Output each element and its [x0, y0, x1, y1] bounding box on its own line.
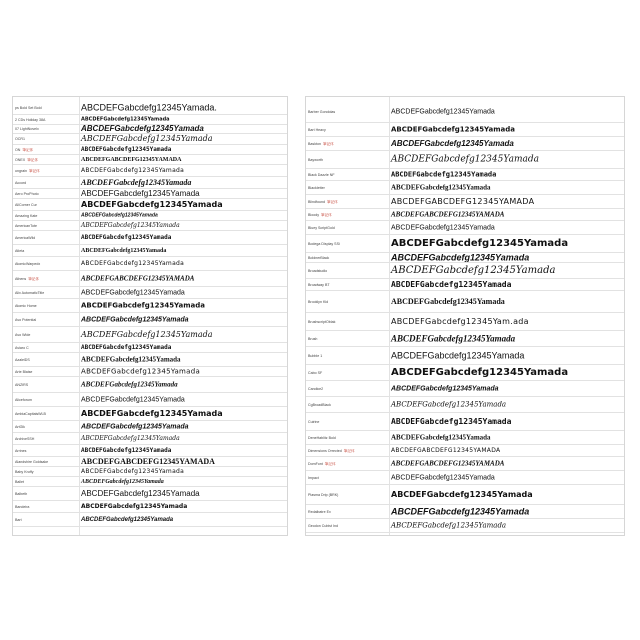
font-sample: ABCDEFGabcdefg12345Yamada: [81, 145, 172, 153]
font-name: [308, 524, 338, 528]
font-name-label: Candice2: [308, 386, 324, 391]
font-name-label: Bart: [15, 517, 22, 522]
font-name: [15, 224, 37, 228]
font-name: [308, 320, 335, 324]
font-row: [306, 331, 624, 347]
font-row: [306, 235, 624, 253]
font-name-label: Impact: [308, 475, 319, 480]
font-name: [15, 518, 22, 522]
font-name-label: DeneHablitz Bold: [308, 435, 336, 440]
font-name-label: Alix AutomaticTitle: [15, 290, 45, 295]
font-row: [306, 505, 624, 519]
font-sample: ABCDEFGabcdefg12345Yamada: [81, 116, 170, 122]
font-name: [308, 493, 338, 497]
font-name: [308, 510, 331, 514]
font-row: [13, 257, 287, 271]
font-name: [15, 249, 24, 253]
font-row: [306, 291, 624, 313]
font-name: [15, 318, 36, 322]
font-name: [308, 213, 332, 217]
font-tag: 筆記体: [28, 276, 39, 281]
font-name-label: ps Bold Set Bold: [15, 105, 42, 110]
font-tag: 筆記体: [343, 448, 355, 453]
font-row: [13, 271, 287, 287]
font-name-label: Balbeth: [15, 491, 28, 496]
font-sample: ABCDEFGabcdefg12345Yamada: [81, 289, 185, 296]
font-name-label: Aero ProPhoto: [15, 191, 39, 196]
font-name: [15, 127, 39, 131]
font-sample: ABCDEFGabcdefg12345Yamada: [391, 506, 530, 516]
font-name-label: Cuirine: [308, 419, 320, 424]
font-row: [306, 137, 624, 151]
font-name-label: Arte Blaise: [15, 369, 33, 374]
font-row: [306, 471, 624, 485]
font-name: [308, 420, 319, 424]
font-name-label: Blackletter: [308, 185, 325, 190]
font-name: [15, 291, 44, 295]
font-row: [306, 445, 624, 457]
font-row: [13, 165, 287, 177]
font-row: [306, 457, 624, 471]
font-name: [15, 137, 25, 141]
font-row: [306, 123, 624, 137]
font-row: [13, 367, 287, 377]
font-sample: ABCDEFGABCDEFG12345YAMADA: [81, 274, 195, 282]
font-sample: ABCDEFGabcdefg12345Yamada: [81, 343, 172, 351]
font-name: [308, 300, 328, 304]
font-sample: ABCDEFGabcdefg12345Yamada: [391, 224, 495, 231]
font-row: [306, 209, 624, 221]
font-sample: ABCDEFGabcdefg12345Yam.ada: [391, 316, 529, 326]
font-name: [308, 110, 335, 114]
font-name-label: ON: [15, 147, 21, 152]
font-sample: ABCDEFGabcdefg12345Yamada: [391, 350, 525, 360]
font-sample: ABCDEFGabcdefg12345Yamada: [81, 396, 185, 403]
font-name: [308, 242, 340, 246]
font-name-label: Bodega Display SSi: [308, 241, 340, 246]
font-name-label: AmbiaCapitalsWLB: [15, 411, 46, 416]
font-name-label: Cabo SF: [308, 370, 323, 375]
font-name-label: Athens: [15, 276, 27, 281]
font-row: [13, 421, 287, 433]
font-sample: ABCDEFGABCDEFG12345YAMADA: [391, 196, 535, 206]
font-row: [306, 279, 624, 291]
font-name-label: DomFont: [308, 461, 323, 466]
font-name: [15, 425, 25, 429]
font-name-label: OCR1: [15, 137, 25, 141]
font-name-label: Bandeira: [15, 504, 30, 509]
font-sample: ABCDEFGabcdefg12345Yamada: [81, 355, 181, 363]
font-name: [15, 505, 29, 509]
font-name-label: Baskton: [308, 141, 321, 146]
font-name-label: Baby Kruffy: [15, 469, 34, 474]
font-sample: ABCDEFGabcdefg12345Yamada: [391, 366, 569, 378]
font-row: [13, 245, 287, 257]
font-name: [308, 173, 335, 177]
font-name: [15, 370, 32, 374]
font-name-label: Bloody: [308, 212, 319, 217]
font-sample: ABCDEFGabcdefg12345Yamada: [81, 189, 200, 198]
font-sample: ABCDEFGABCDEFG12345YAMADA: [391, 446, 501, 454]
font-sample: ABCDEFGabcdefg12345Yamada: [81, 380, 178, 388]
font-sample: ABCDEFGabcdefg12345Yamada: [391, 416, 512, 426]
font-row: [13, 287, 287, 299]
font-row: [306, 347, 624, 365]
font-name: [15, 169, 40, 173]
font-name-label: 07 LightNovelx: [15, 127, 39, 131]
font-name-label: Dimensions Orrected: [308, 448, 342, 453]
font-row: [13, 177, 287, 189]
font-name: [308, 256, 329, 260]
font-name: [308, 186, 325, 190]
font-row: [13, 231, 287, 245]
font-sample: ABCDEFGabcdefg12345Yamada: [81, 166, 185, 174]
font-name-label: Brooklyn Kid: [308, 299, 329, 304]
font-sample: ABCDEFGabcdefg12345Yamada: [391, 264, 556, 276]
font-name: [308, 387, 323, 391]
font-row: [306, 381, 624, 397]
font-name: [15, 158, 38, 162]
font-sample: ABCDEFGabcdefg12345Yamada: [391, 333, 516, 343]
font-name-label: Atleta: [15, 248, 25, 253]
font-sample: ABCDEFGabcdefg12345Yamada: [391, 385, 499, 392]
font-name: [308, 337, 317, 341]
font-name-label: AmericanTote: [15, 223, 37, 228]
font-name: [308, 476, 319, 480]
font-row: [306, 263, 624, 279]
font-sample: ABCDEFGabcdefg12345Yamada: [81, 259, 185, 267]
font-name-label: AmericaWild: [15, 235, 36, 240]
font-name: [15, 470, 34, 474]
font-name: [308, 371, 322, 375]
font-row: [13, 407, 287, 421]
font-row: [13, 445, 287, 457]
font-name-label: Ballet: [15, 479, 24, 484]
font-name: [15, 358, 30, 362]
font-row: [306, 253, 624, 263]
font-row: [13, 189, 287, 199]
font-sample: ABCDEFGabcdefg12345Yamada: [391, 183, 491, 191]
font-sample: ABCDEFGabcdefg12345Yamada: [81, 177, 192, 187]
font-name: [15, 148, 33, 152]
font-sample: ABCDEFGabcdefg12345Yamada: [81, 478, 164, 485]
font-row: [306, 181, 624, 195]
font-name: [15, 492, 27, 496]
font-sample: ABCDEFGabcdefg12345Yamada: [81, 502, 188, 510]
font-tag: 筆記体: [321, 212, 332, 217]
font-row: [13, 313, 287, 327]
font-row: [13, 477, 287, 487]
font-row: [13, 155, 287, 165]
font-name-label: ONEX: [15, 157, 26, 162]
font-sample: ABCDEFGabcdefg12345Yamada: [391, 237, 569, 249]
font-sample: ABCDEFGabcdefg12345Yamada: [391, 433, 491, 441]
font-tag: 筆記体: [323, 141, 334, 146]
font-sample: ABCDEFGabcdefg12345Yamada: [81, 221, 180, 229]
font-sample: ABCDEFGABCDEFG12345YAMADA: [81, 457, 215, 466]
font-name-label: AzalelDS: [15, 357, 30, 362]
font-row: [306, 397, 624, 413]
font-sample: ABCDEFGabcdefg12345Yamada: [81, 247, 167, 254]
font-name: [308, 354, 322, 358]
font-row: [306, 365, 624, 381]
font-row: [13, 211, 287, 221]
font-name: [15, 437, 34, 441]
font-row: [13, 377, 287, 393]
font-sample: ABCDEFGabcdefg12345Yamada: [391, 400, 507, 408]
font-name-label: Atomic Home: [15, 303, 37, 308]
font-row: [306, 485, 624, 505]
font-row: [13, 393, 287, 407]
font-name: [15, 192, 39, 196]
font-sample: ABCDEFGabcdefg12345Yamada: [391, 474, 495, 481]
font-list-page-left: [12, 96, 288, 536]
font-name: [308, 436, 336, 440]
font-sample: ABCDEFGabcdefg12345Yamada: [81, 408, 223, 418]
font-name-label: Broadway BT: [308, 282, 330, 287]
font-name-label: Bluey ScriptGold: [308, 225, 335, 230]
font-name: [308, 283, 330, 287]
font-sample: ABCDEFGabcdefg12345Yamada: [81, 199, 223, 209]
font-row: [13, 343, 287, 353]
font-name-label: CgBroadBlack: [308, 402, 331, 407]
font-name: [308, 269, 327, 273]
font-row: [13, 501, 287, 513]
font-name-label: ArtGlk: [15, 424, 25, 429]
font-name: [15, 181, 26, 185]
font-row: [13, 125, 287, 134]
font-name-label: Arrines: [15, 448, 27, 453]
font-sample: ABCDEFGabcdefg12345Yamada: [391, 296, 505, 306]
font-name-label: Barber Gondolas: [308, 109, 336, 114]
font-tag: 筆記体: [27, 157, 38, 162]
font-row: [13, 299, 287, 313]
font-sample: ABCDEFGabcdefg12345Yamada: [391, 521, 507, 529]
font-sample: ABCDEFGabcdefg12345Yamada: [81, 434, 180, 442]
font-name-label: ungrain: [15, 168, 27, 173]
font-row: [13, 457, 287, 467]
font-name-label: 2 CDs Holiday 38A: [15, 117, 46, 122]
font-name-label: Plasma Drip (BRK): [308, 492, 339, 497]
font-name-label: Black Dazzle NF: [308, 172, 335, 177]
font-name-label: Avo Potential: [15, 317, 37, 322]
font-sample: ABCDEFGabcdefg12345Yamada: [81, 125, 204, 133]
font-name: [308, 462, 336, 466]
font-sample: ABCDEFGabcdefg12345Yamada: [391, 108, 495, 115]
font-name: [15, 460, 48, 464]
font-row: [306, 101, 624, 123]
font-name: [308, 158, 323, 162]
font-row: [13, 327, 287, 343]
font-name-label: Redalbatre Ex: [308, 509, 331, 514]
font-row: [306, 431, 624, 445]
font-row: [13, 433, 287, 445]
font-sample: ABCDEFGabcdefg12345Yamada: [391, 125, 515, 133]
font-row: [13, 487, 287, 501]
font-name: [15, 480, 24, 484]
font-name: [15, 203, 37, 207]
font-row: [13, 513, 287, 527]
font-row: [306, 169, 624, 181]
font-sample: ABCDEFGabcdefg12345Yamada: [81, 316, 189, 323]
font-sample: ABCDEFGabcdefg12345Yamada: [391, 253, 530, 262]
font-name: [15, 118, 45, 122]
font-name: [15, 304, 37, 308]
font-row: [306, 313, 624, 331]
font-row: [13, 115, 287, 125]
font-name: [15, 412, 46, 416]
font-name-label: Accord: [15, 180, 27, 185]
font-sample: ABCDEFGabcdefg12345Yamada: [391, 489, 533, 499]
font-name-label: ANZIRS: [15, 382, 29, 387]
font-sample: ABCDEFGabcdefg12345Yamada: [81, 467, 185, 475]
font-row: [13, 101, 287, 115]
font-tag: 筆記体: [29, 168, 40, 173]
font-sample: ABCDEFGabcdefg12345Yamada: [81, 301, 205, 309]
font-name: [308, 226, 335, 230]
font-sample: ABCDEFGabcdefg12345Yamada: [391, 154, 539, 164]
font-name: [15, 346, 29, 350]
font-row: [13, 353, 287, 367]
font-row: [13, 145, 287, 155]
font-name-label: Bart Heavy: [308, 127, 326, 132]
font-sample: ABCDEFGabcdefg12345Yamada: [81, 446, 172, 454]
font-sample: ABCDEFGABCDEFG12345YAMADA: [391, 210, 505, 218]
font-tag: 筆記体: [324, 461, 336, 466]
font-name: [308, 403, 331, 407]
font-name-label: ArchiveSSH: [15, 436, 35, 441]
font-name: [308, 128, 326, 132]
font-name: [15, 236, 35, 240]
font-name-label: Bubble 1: [308, 353, 323, 358]
font-name: [15, 262, 40, 266]
font-row: [13, 467, 287, 477]
font-sample: ABCDEFGabcdefg12345Yamada: [81, 367, 201, 375]
font-row: [306, 519, 624, 533]
font-tag: 筆記体: [22, 147, 34, 152]
font-name: [308, 200, 338, 204]
font-sample: ABCDEFGabcdefg12345Yamada: [81, 134, 213, 143]
font-list-page-right: [305, 96, 625, 536]
font-name-label: Brush: [308, 336, 318, 341]
font-name: [308, 449, 355, 453]
font-name: [15, 214, 37, 218]
font-row: [306, 413, 624, 431]
font-name-label: Aviaro C: [15, 345, 29, 350]
font-sample: ABCDEFGabcdefg12345Yamada: [81, 212, 158, 218]
font-row: [13, 199, 287, 211]
font-name-label: BrushscriptOblak: [308, 319, 336, 324]
font-row: [306, 195, 624, 209]
font-sample: ABCDEFGabcdefg12345Yamada: [391, 170, 497, 178]
font-name: [15, 277, 39, 281]
font-row: [306, 151, 624, 169]
font-name-label: AtomicWarpedx: [15, 261, 41, 266]
font-name-label: Aliceforum: [15, 397, 32, 402]
font-sample: ABCDEFGabcdefg12345Yamada.: [81, 102, 217, 112]
font-row: [306, 221, 624, 235]
font-sample: ABCDEFGabcdefg12345Yamada: [81, 516, 174, 523]
font-name: [15, 449, 26, 453]
font-sample: ABCDEFGabcdefg12345Yamada: [81, 329, 213, 339]
font-row: [13, 134, 287, 145]
font-name-label: Amazing Kate: [15, 213, 38, 218]
font-name: [15, 106, 42, 110]
font-sample: ABCDEFGabcdefg12345Yamada: [81, 233, 172, 241]
font-name: [308, 142, 334, 146]
font-sample: ABCDEFGabcdefg12345Yamada: [391, 138, 514, 148]
font-name-label: Alandshire Goldsake: [15, 459, 49, 464]
font-sample: ABCDEFGabcdefg12345Yamada: [391, 279, 512, 289]
font-name-label: Blindfound: [308, 199, 325, 204]
font-name: [15, 398, 32, 402]
font-sample: ABCDEFGABCDEFG12345YAMADA: [391, 459, 505, 467]
font-name-label: Avo Wide: [15, 332, 31, 337]
font-sample: ABCDEFGabcdefg12345Yamada: [81, 423, 189, 430]
font-name-label: Geodon Cubist Ind: [308, 523, 338, 528]
font-name-label: Bayworth: [308, 157, 323, 162]
font-name-label: AllCorner Cur: [15, 202, 37, 207]
font-name: [15, 333, 30, 337]
font-sample: ABCDEFGABCDEFG12345YAMADA: [81, 156, 182, 163]
font-tag: 筆記体: [326, 199, 338, 204]
font-name: [15, 383, 28, 387]
font-row: [13, 221, 287, 231]
font-sample: ABCDEFGabcdefg12345Yamada: [81, 488, 200, 498]
font-name-label: BoldnerBlack: [308, 255, 330, 260]
font-name-label: Broadstudio: [308, 268, 328, 273]
